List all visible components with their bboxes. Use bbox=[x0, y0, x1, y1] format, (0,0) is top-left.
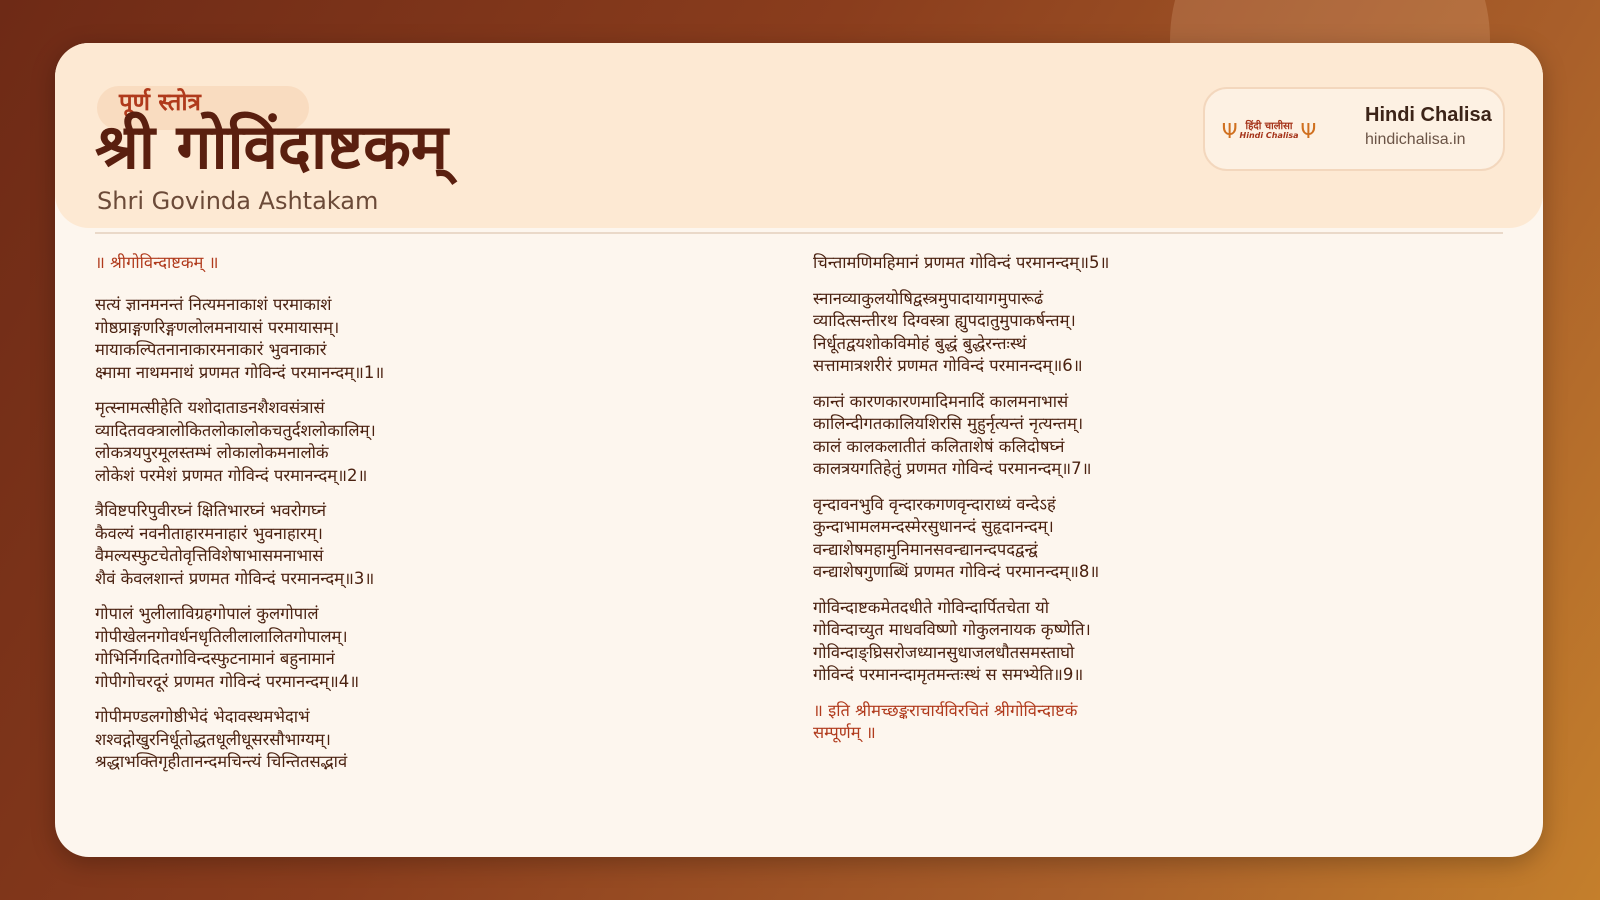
verse-line: शैवं केवलशान्तं प्रणमत गोविन्दं परमानन्दम्॥3॥ bbox=[95, 568, 375, 588]
verse-line: गोविन्दं परमानन्दामृतमन्तःस्थं स समभ्येति॥9॥ bbox=[813, 665, 1084, 684]
verse-line: गोभिर्निगदितगोविन्दस्फुटनामानं बहुनामानं bbox=[95, 649, 335, 668]
trident-icon: Ψ bbox=[1300, 119, 1317, 143]
page-title: श्री गोविंदाष्टकम् bbox=[95, 110, 448, 183]
verse-line: क्ष्मामा नाथमनाथं प्रणमत गोविन्दं परमानन्दम्॥1॥ bbox=[95, 362, 385, 382]
closing-line: ॥ इति श्रीमच्छङ्कराचार्यविरचितं श्रीगोविन्दाष्टकं bbox=[813, 700, 1078, 720]
verse-line: श्रद्धाभक्तिगृहीतानन्दमचिन्त्यं चिन्तितसद्भावं bbox=[95, 752, 348, 771]
content-card bbox=[55, 43, 1543, 857]
verse-7 bbox=[813, 391, 1473, 481]
verse-line: कालत्रयगतिहेतुं प्रणमत गोविन्दं परमानन्दम्॥7॥ bbox=[813, 459, 1092, 478]
page-header bbox=[55, 43, 1543, 228]
stotra-column-left bbox=[95, 248, 735, 787]
verse-line: सत्यं ज्ञानमनन्तं नित्यमनाकाशं परमाकाशं bbox=[95, 295, 332, 314]
brand-url[interactable]: hindichalisa.in bbox=[1365, 131, 1466, 148]
stotra-heading: ॥ श्रीगोविन्दाष्टकम् ॥ bbox=[95, 253, 219, 272]
verse-line: कुन्दाभामलमन्दस्मेरसुधानन्दं सुहृदानन्दम्। bbox=[813, 517, 1054, 536]
verse-line: गोपीखेलनगोवर्धनधृतिलीलालालितगोपालम्। bbox=[95, 626, 348, 646]
verse-line: कैवल्यं नवनीताहारमनाहारं भुवनाहारम्। bbox=[95, 523, 323, 543]
verse-6 bbox=[813, 288, 1473, 378]
verse-line: वन्द्याशेषगुणाब्धिं प्रणमत गोविन्दं परमानन्दम्॥8॥ bbox=[813, 562, 1100, 581]
verse-line: कान्तं कारणकारणमादिमनादिं कालमनाभासं bbox=[813, 391, 1069, 411]
verse-line: गोपालं भुलीलाविग्रहगोपालं कुलगोपालं bbox=[95, 604, 319, 623]
verse-line: शश्वद्गोखुरनिर्धूतोद्धतधूलीधूसरसौभाग्यम्। bbox=[95, 729, 331, 749]
verse-line: वृन्दावनभुवि वृन्दारकगणवृन्दाराध्यं वन्देऽहं bbox=[813, 494, 1056, 514]
verse-line: व्यादित्सन्तीरथ दिग्वस्त्रा ह्युपदातुमुपाकर्षन्तम्। bbox=[813, 311, 1076, 330]
verse-line: त्रैविष्टपरिपुवीरघ्नं क्षितिभारघ्नं भवरोगघ्नं bbox=[95, 501, 326, 520]
verse-line: वैमल्यस्फुटचेतोवृत्तिविशेषाभासमनाभासं bbox=[95, 546, 324, 565]
verse-line: वन्द्याशेषमहामुनिमानसवन्द्यानन्दपदद्वन्द्वं bbox=[813, 539, 1038, 559]
verse-line: चिन्तामणिमहिमानं प्रणमत गोविन्दं परमानन्दम्॥5॥ bbox=[813, 253, 1110, 272]
brand-name: Hindi Chalisa bbox=[1365, 104, 1492, 126]
verse-line: गोपीगोचरदूरं प्रणमत गोविन्दं परमानन्दम्॥4॥ bbox=[95, 671, 360, 691]
verse-line: स्नानव्याकुलयोषिद्वस्त्रमुपादायागमुपारूढं bbox=[813, 288, 1044, 308]
verse-2 bbox=[95, 397, 735, 487]
verse-line: लोकेशं परमेशं प्रणमत गोविन्दं परमानन्दम्॥2॥ bbox=[95, 465, 368, 485]
verse-line: मृत्स्नामत्सीहेति यशोदाताडनशैशवसंत्रासं bbox=[95, 398, 325, 417]
verse-line: गोविन्दाष्टकमेतदधीते गोविन्दार्पितचेता यो bbox=[813, 597, 1049, 617]
verse-line: मायाकल्पितनानाकारमनाकारं भुवनाकारं bbox=[95, 340, 327, 359]
verse-line: निर्धूतद्वयशोकविमोहं बुद्धं बुद्धेरन्तःस्थं bbox=[813, 333, 1027, 353]
verse-line: लोकत्रयपुरमूलस्तम्भं लोकालोकमनालोकं bbox=[95, 443, 329, 462]
trident-icon: Ψ bbox=[1221, 119, 1238, 143]
verse-line: कालं कालकलातीतं कलिताशेषं कलिदोषघ्नं bbox=[813, 436, 1065, 456]
verse-line: गोविन्दाच्युत माधवविष्णो गोकुलनायक कृष्णेति। bbox=[813, 620, 1091, 639]
verse-5-part-1 bbox=[95, 706, 735, 774]
verse-line: गोष्ठप्राङ्गणरिङ्गणलोलमनायासं परमायासम्। bbox=[95, 317, 340, 337]
verse-4 bbox=[95, 603, 735, 693]
logo-text-english: Hindi Chalisa bbox=[1239, 131, 1299, 141]
closing-line: सम्पूर्णम् ॥ bbox=[813, 723, 876, 742]
verse-line: व्यादितवक्त्रालोकितलोकालोकचतुर्दशलोकालिम्। bbox=[95, 420, 376, 440]
verse-line: गोविन्दाङ्घ्रिसरोजध्यानसुधाजलधौतसमस्ताघो bbox=[813, 642, 1075, 662]
verse-line: गोपीमण्डलगोष्ठीभेदं भेदावस्थमभेदाभं bbox=[95, 707, 310, 726]
verse-9 bbox=[813, 597, 1473, 687]
stotra-column-right bbox=[813, 248, 1473, 745]
logo-text bbox=[1240, 122, 1299, 141]
page-title-english: Shri Govinda Ashtakam bbox=[97, 187, 379, 215]
header-divider bbox=[95, 232, 1503, 234]
brand-badge[interactable] bbox=[1203, 87, 1505, 171]
verse-3 bbox=[95, 500, 735, 590]
page-subtitle: पूर्ण स्तोत्र bbox=[119, 87, 201, 116]
verse-8 bbox=[813, 494, 1473, 584]
verse-5-part-2 bbox=[813, 252, 1473, 275]
brand-logo bbox=[1221, 111, 1317, 151]
verse-line: कालिन्दीगतकालियशिरसि मुहुर्नृत्यन्तं नृत्यन्तम्। bbox=[813, 414, 1084, 433]
logo-text-hindi: हिंदी चालीसा bbox=[1245, 120, 1293, 132]
stotra-closing bbox=[813, 700, 1473, 745]
verse-1 bbox=[95, 294, 735, 384]
verse-line: सत्तामात्रशरीरं प्रणमत गोविन्दं परमानन्दम्॥6॥ bbox=[813, 356, 1083, 375]
